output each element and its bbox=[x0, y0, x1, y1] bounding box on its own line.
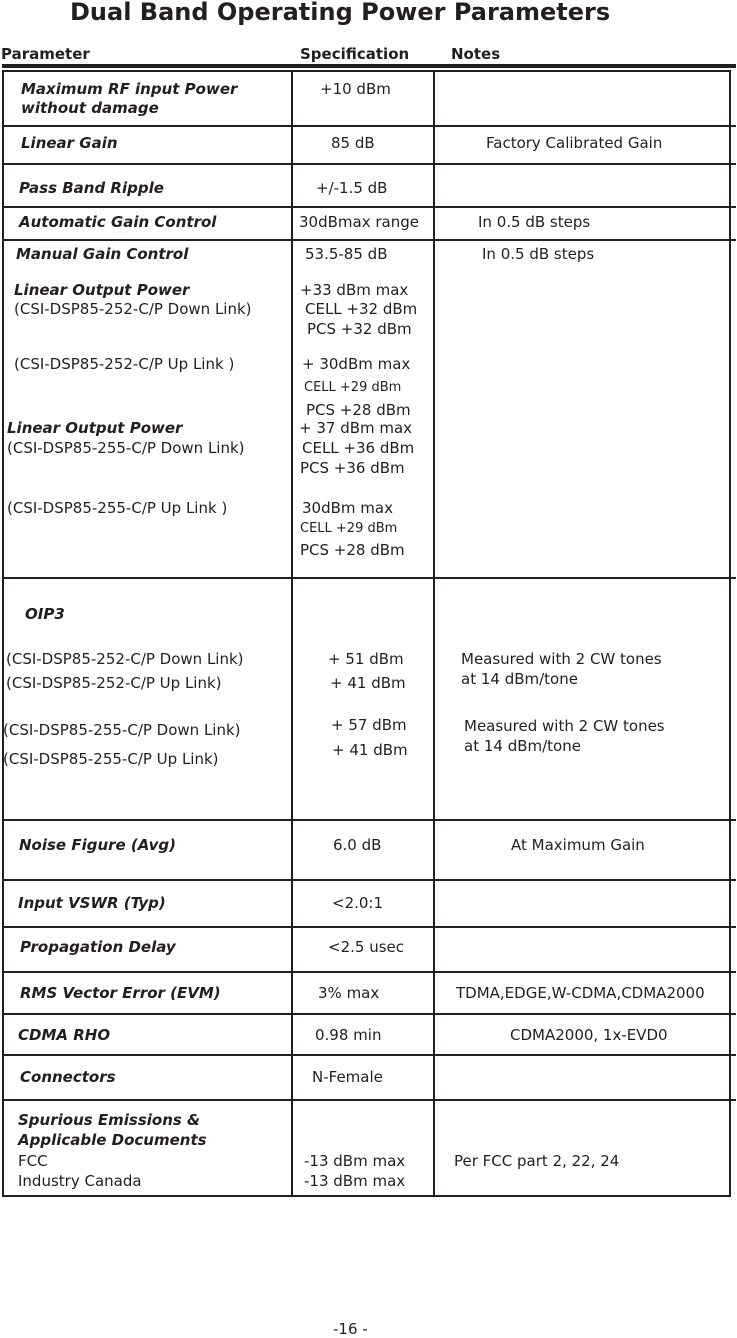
row-divider bbox=[2, 1013, 736, 1015]
spec-255-down-pcs: PCS +36 dBm bbox=[300, 459, 405, 477]
param-evm: RMS Vector Error (EVM) bbox=[20, 984, 221, 1002]
label-oip3-255-up: (CSI-DSP85-255-C/P Up Link) bbox=[3, 750, 219, 768]
spec-propagation-delay: <2.5 usec bbox=[328, 938, 404, 956]
spec-252-up-pcs: PCS +28 dBm bbox=[306, 401, 411, 419]
param-linear-gain: Linear Gain bbox=[21, 134, 118, 152]
row-divider bbox=[2, 1099, 736, 1101]
row-divider bbox=[2, 163, 736, 165]
note-oip3-255-line1: Measured with 2 CW tones bbox=[464, 717, 665, 735]
header-specification: Specification bbox=[300, 45, 410, 63]
spec-oip3-252-up: + 41 dBm bbox=[330, 674, 406, 692]
spec-cdma-rho: 0.98 min bbox=[315, 1026, 382, 1044]
spec-252-down-cell: CELL +32 dBm bbox=[305, 300, 418, 318]
spec-252-down-pcs: PCS +32 dBm bbox=[307, 320, 412, 338]
spec-industry-canada: -13 dBm max bbox=[304, 1172, 406, 1190]
spec-input-vswr: <2.0:1 bbox=[332, 894, 384, 912]
param-propagation-delay: Propagation Delay bbox=[20, 938, 176, 956]
label-255-up-link: (CSI-DSP85-255-C/P Up Link ) bbox=[7, 499, 228, 517]
spec-max-rf: +10 dBm bbox=[320, 80, 391, 98]
note-oip3-252-line1: Measured with 2 CW tones bbox=[461, 650, 662, 668]
spec-connectors: N-Female bbox=[312, 1068, 383, 1086]
page-title: Dual Band Operating Power Parameters bbox=[70, 0, 611, 26]
spec-252-up-cell: CELL +29 dBm bbox=[304, 380, 402, 395]
table-bottom-border bbox=[2, 1195, 731, 1197]
spec-255-up-cell: CELL +29 dBm bbox=[300, 521, 398, 536]
note-agc: In 0.5 dB steps bbox=[478, 213, 591, 231]
param-agc: Automatic Gain Control bbox=[19, 213, 217, 231]
row-divider bbox=[2, 879, 736, 881]
label-255-down-link: (CSI-DSP85-255-C/P Down Link) bbox=[7, 439, 245, 457]
note-oip3-252-line2: at 14 dBm/tone bbox=[461, 670, 578, 688]
spec-evm: 3% max bbox=[318, 984, 380, 1002]
param-oip3: OIP3 bbox=[25, 605, 65, 623]
header-notes: Notes bbox=[451, 45, 501, 63]
param-spurious-line2: Applicable Documents bbox=[18, 1131, 207, 1149]
param-max-rf-line1: Maximum RF input Power bbox=[21, 80, 238, 98]
param-noise-figure: Noise Figure (Avg) bbox=[19, 836, 176, 854]
spec-252-down-max: +33 dBm max bbox=[300, 281, 409, 299]
spec-oip3-252-down: + 51 dBm bbox=[328, 650, 404, 668]
param-input-vswr: Input VSWR (Typ) bbox=[18, 894, 166, 912]
param-spurious-line1: Spurious Emissions & bbox=[18, 1111, 201, 1129]
spec-mgc: 53.5-85 dB bbox=[305, 245, 388, 263]
note-noise-figure: At Maximum Gain bbox=[511, 836, 645, 854]
param-pass-band-ripple: Pass Band Ripple bbox=[19, 179, 164, 197]
header-parameter: Parameter bbox=[1, 45, 90, 63]
spec-255-down-max: + 37 dBm max bbox=[299, 419, 413, 437]
spec-linear-gain: 85 dB bbox=[331, 134, 375, 152]
label-fcc: FCC bbox=[18, 1152, 48, 1170]
row-divider bbox=[2, 926, 736, 928]
table-top-border bbox=[2, 70, 731, 72]
row-divider bbox=[2, 239, 736, 241]
spec-oip3-255-up: + 41 dBm bbox=[332, 741, 408, 759]
spec-255-up-max: 30dBm max bbox=[302, 499, 393, 517]
param-connectors: Connectors bbox=[20, 1068, 116, 1086]
spec-noise-figure: 6.0 dB bbox=[333, 836, 382, 854]
param-linear-output-252: Linear Output Power bbox=[14, 281, 190, 299]
note-spurious: Per FCC part 2, 22, 24 bbox=[454, 1152, 620, 1170]
row-divider bbox=[2, 125, 736, 127]
note-oip3-255-line2: at 14 dBm/tone bbox=[464, 737, 581, 755]
spec-fcc: -13 dBm max bbox=[304, 1152, 406, 1170]
spec-agc: 30dBmax range bbox=[299, 213, 419, 231]
row-divider bbox=[2, 206, 736, 208]
note-evm: TDMA,EDGE,W-CDMA,CDMA2000 bbox=[456, 984, 705, 1002]
page-number: -16 - bbox=[333, 1320, 368, 1338]
note-cdma-rho: CDMA2000, 1x-EVD0 bbox=[510, 1026, 668, 1044]
label-oip3-252-down: (CSI-DSP85-252-C/P Down Link) bbox=[6, 650, 244, 668]
param-mgc: Manual Gain Control bbox=[16, 245, 189, 263]
param-max-rf-line2: without damage bbox=[21, 99, 159, 117]
spec-255-down-cell: CELL +36 dBm bbox=[302, 439, 415, 457]
note-mgc: In 0.5 dB steps bbox=[482, 245, 595, 263]
label-252-down-link: (CSI-DSP85-252-C/P Down Link) bbox=[14, 300, 252, 318]
spec-pass-band-ripple: +/-1.5 dB bbox=[316, 179, 388, 197]
label-oip3-255-down: (CSI-DSP85-255-C/P Down Link) bbox=[3, 721, 241, 739]
row-divider bbox=[2, 819, 736, 821]
label-252-up-link: (CSI-DSP85-252-C/P Up Link ) bbox=[14, 355, 235, 373]
row-divider bbox=[2, 577, 736, 579]
header-rule bbox=[2, 64, 736, 68]
label-industry-canada: Industry Canada bbox=[18, 1172, 142, 1190]
param-cdma-rho: CDMA RHO bbox=[18, 1026, 111, 1044]
row-divider bbox=[2, 1054, 736, 1056]
note-linear-gain: Factory Calibrated Gain bbox=[486, 134, 663, 152]
spec-252-up-max: + 30dBm max bbox=[302, 355, 411, 373]
spec-oip3-255-down: + 57 dBm bbox=[331, 716, 407, 734]
param-linear-output-255: Linear Output Power bbox=[7, 419, 183, 437]
label-oip3-252-up: (CSI-DSP85-252-C/P Up Link) bbox=[6, 674, 222, 692]
row-divider bbox=[2, 971, 736, 973]
spec-255-up-pcs: PCS +28 dBm bbox=[300, 541, 405, 559]
